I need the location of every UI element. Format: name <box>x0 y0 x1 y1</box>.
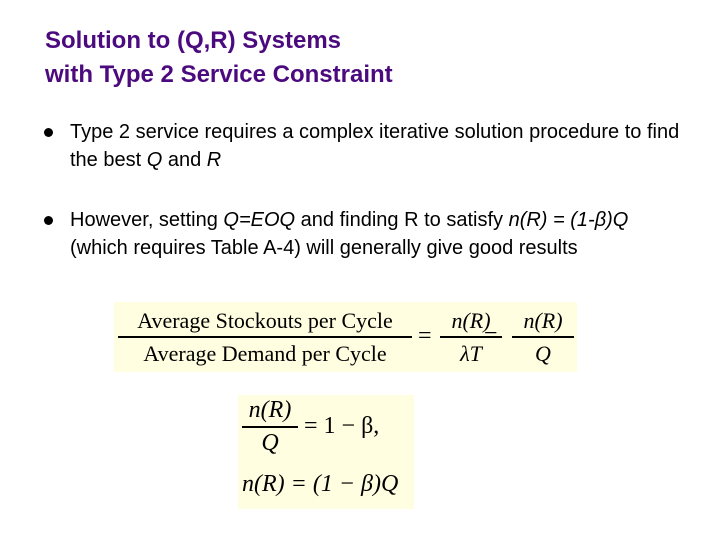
bullet-2-text-b: and finding R to satisfy <box>295 209 509 231</box>
formula-1-equals-1: = <box>418 323 432 349</box>
bullet-dot-icon <box>44 216 53 225</box>
bullet-2-nr: n(R) = (1-β)Q <box>508 209 629 231</box>
formula-1-lhs-fraction <box>118 305 412 369</box>
formula-2-numerator: n(R) <box>248 397 292 423</box>
formula-1-mid-denominator: λT <box>440 336 502 369</box>
formula-1-mid-numerator: n(R) <box>451 308 491 333</box>
bullet-1-r: R <box>206 149 222 171</box>
bullet-1-q: Q <box>146 149 163 171</box>
bullet-2-text-a: However, setting <box>70 209 224 231</box>
formula-1-lhs-denominator: Average Demand per Cycle <box>118 336 412 369</box>
formula-1-rhs-denominator: Q <box>512 336 574 369</box>
bullet-dot-icon <box>44 128 53 137</box>
formula-2-denominator: Q <box>242 426 298 459</box>
formula-1-equals-2: = <box>484 323 498 349</box>
formula-2-row-1-rest: = 1 − β, <box>304 413 380 439</box>
bullet-text-2 <box>70 206 684 262</box>
bullet-1-text-a: Type 2 service requires a complex iterative solution procedure to find the best <box>70 121 680 171</box>
formula-1-rhs-fraction <box>512 305 574 369</box>
stockout-ratio-formula <box>114 302 577 372</box>
service-level-formula <box>238 395 414 509</box>
formula-1-rhs-numerator: n(R) <box>523 308 563 333</box>
bullet-text-1 <box>70 118 684 174</box>
title-line-1: Solution to (Q,R) Systems <box>45 27 342 54</box>
formula-2-fraction <box>242 395 298 459</box>
bullet-1-and: and <box>162 149 207 171</box>
bullet-2-text-c: (which requires Table A-4) will generally give good results <box>70 237 578 259</box>
slide-title <box>45 24 665 92</box>
formula-2-row-2: n(R) = (1 − β)Q <box>242 471 399 497</box>
bullet-item-1 <box>44 118 684 174</box>
title-line-2: with Type 2 Service Constraint <box>45 61 393 88</box>
bullet-2-qeoq: Q=EOQ <box>223 209 296 231</box>
formula-1-lhs-numerator: Average Stockouts per Cycle <box>137 308 393 333</box>
bullet-item-2 <box>44 206 684 262</box>
